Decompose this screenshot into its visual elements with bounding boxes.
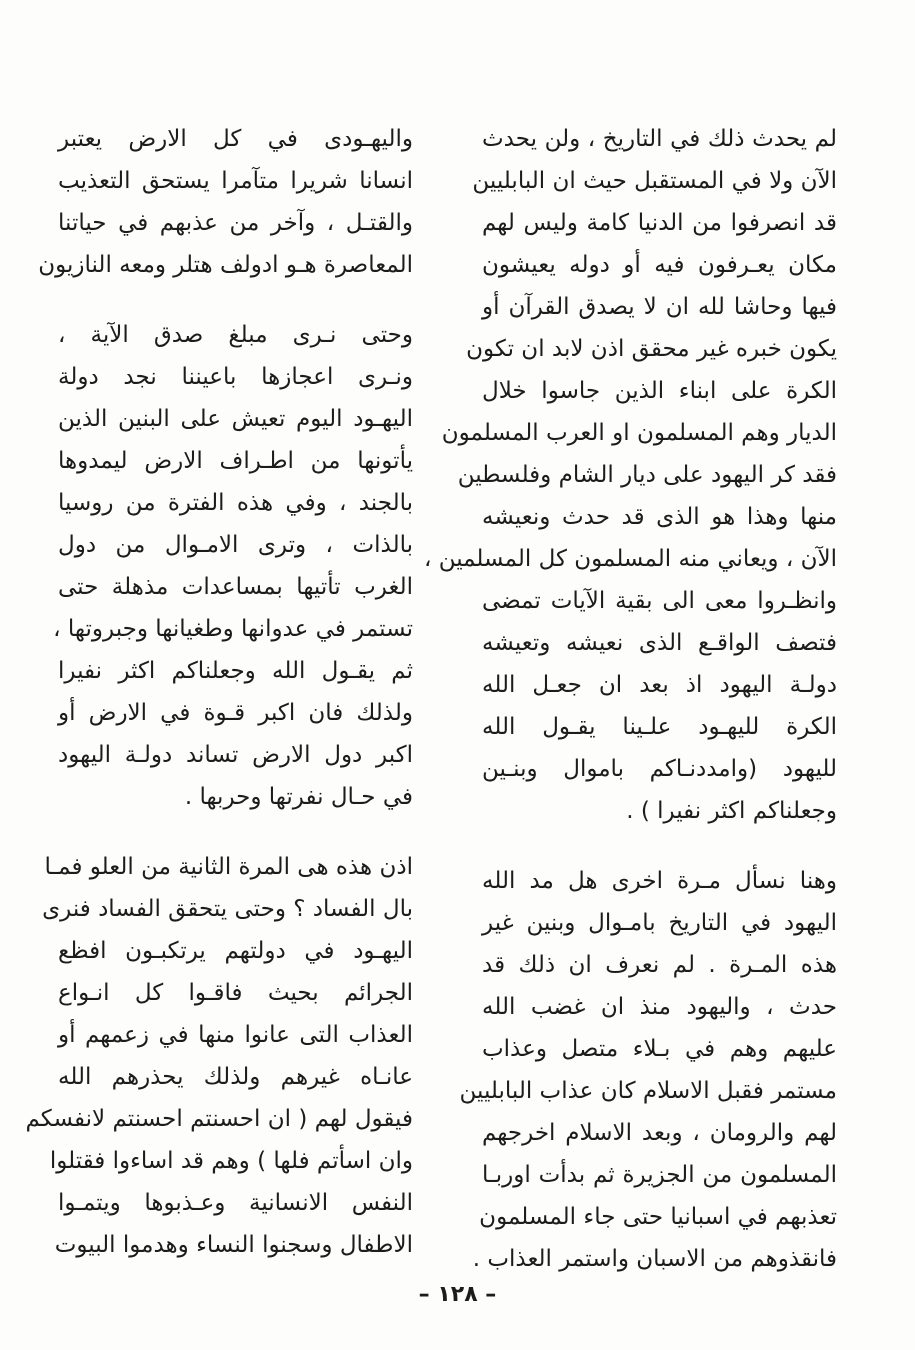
- text-line: قد انصرفوا من الدنيا كامة وليس لهم: [482, 210, 837, 236]
- text-line: الآن ولا في المستقبل حيث ان البابليين: [472, 168, 837, 194]
- paragraph-gap: [58, 286, 413, 314]
- text-line: بالجند ، وفي هذه الفترة من روسيا: [58, 490, 413, 516]
- text-line: الغرب تأتيها بمساعدات مذهلة حتى: [58, 574, 413, 600]
- text-line: واليهـودى في كل الارض يعتبر: [58, 126, 413, 152]
- text-line: تعذبهم في اسبانيا حتى جاء المسلمون: [479, 1204, 837, 1230]
- text-line: وجعلناكم اكثر نفيرا ) .: [626, 798, 837, 824]
- left-text-column: [25, 118, 413, 1266]
- paragraph-gap: [58, 818, 413, 846]
- text-line: المعاصرة هـو ادولف هتلر ومعه النازيون: [38, 252, 413, 278]
- text-line: لهم والرومان ، وبعد الاسلام اخرجهم: [482, 1120, 837, 1146]
- text-line: فقد كر اليهود على ديار الشام وفلسطين: [457, 462, 837, 488]
- text-line: الجرائم بحيث فاقـوا كل انـواع: [58, 980, 413, 1006]
- text-line: مستمر فقبل الاسلام كان عذاب البابليين: [459, 1078, 837, 1104]
- paragraph: [25, 846, 413, 1266]
- text-line: وانظـروا معى الى بقية الآيات تمضى: [482, 588, 837, 614]
- text-line: وهنا نسأل مـرة اخرى هل مد الله: [482, 868, 837, 894]
- text-line: الديار وهم المسلمون او العرب المسلمون: [441, 420, 837, 446]
- paragraph: [38, 118, 413, 286]
- text-line: بالذات ، وترى الامـوال من دول: [58, 532, 413, 558]
- text-line: بال الفساد ؟ وحتى يتحقق الفساد فنرى: [42, 896, 413, 922]
- text-line: فتصف الواقـع الذى نعيشه وتعيشه: [482, 630, 837, 656]
- text-line: فانقذوهم من الاسبان واستمر العذاب .: [472, 1246, 837, 1272]
- text-line: وحتى نـرى مبلغ صدق الآية ،: [58, 322, 413, 348]
- text-line: انسانا شريرا متآمرا يستحق التعذيب: [58, 168, 413, 194]
- text-line: منها وهذا هو الذى قد حدث ونعيشه: [482, 504, 837, 530]
- paragraph-gap: [482, 832, 837, 860]
- text-line: ولذلك فان اكبر قـوة في الارض أو: [58, 700, 413, 726]
- text-line: اليهود في التاريخ بامـوال وبنين غير: [482, 910, 837, 936]
- text-line: في حـال نفرتها وحربها .: [184, 784, 413, 810]
- text-line: الاطفال وسجنوا النساء وهدموا البيوت: [54, 1232, 413, 1258]
- text-line: والقتـل ، وآخر من عذبهم في حياتنا: [58, 210, 413, 236]
- text-line: المسلمون من الجزيرة ثم بدأت اوربـا: [482, 1162, 837, 1188]
- paragraph: [53, 314, 413, 818]
- text-line: وان اسأتم فلها ) وهم قد اساءوا فقتلوا: [49, 1148, 413, 1174]
- text-line: فيقول لهم ( ان احسنتم احسنتم لانفسكم: [25, 1106, 413, 1132]
- text-line: يكون خبره غير محقق اذن لابد ان تكون: [466, 336, 837, 362]
- paragraph: [423, 118, 837, 832]
- text-line: عانـاه غيرهم ولذلك يحذرهم الله: [58, 1064, 413, 1090]
- text-line: تستمر في عدوانها وطغيانها وجبروتها ،: [53, 616, 413, 642]
- page-number: – ١٢٨ –: [418, 1282, 497, 1307]
- text-line: العذاب التى عانوا منها في زعمهم أو: [58, 1022, 413, 1048]
- text-line: لليهود (وامددنـاكم باموال وبنـين: [482, 756, 837, 782]
- right-text-column: [423, 118, 837, 1280]
- text-line: دولـة اليهود اذ بعد ان جعـل الله: [482, 672, 837, 698]
- text-line: النفس الانسانية وعـذبوها ويتمـوا: [58, 1190, 413, 1216]
- paragraph: [459, 860, 837, 1280]
- text-line: اكبر دول الارض تساند دولـة اليهود: [58, 742, 413, 768]
- text-line: عليهم وهم في بـلاء متصل وعذاب: [482, 1036, 837, 1062]
- text-line: ونـرى اعجازها باعيننا نجد دولة: [58, 364, 413, 390]
- text-line: الآن ، ويعاني منه المسلمون كل المسلمين ،: [423, 546, 837, 572]
- text-line: الكرة على ابناء الذين جاسوا خلال: [482, 378, 837, 404]
- text-line: فيها وحاشا لله ان لا يصدق القرآن أو: [482, 294, 837, 320]
- text-line: اليهـود في دولتهم يرتكبـون افظع: [58, 938, 413, 964]
- text-line: اذن هذه هى المرة الثانية من العلو فمـا: [44, 854, 413, 880]
- text-line: ثم يقـول الله وجعلناكم اكثر نفيرا: [58, 658, 413, 684]
- text-line: اليهـود اليوم تعيش على البنين الذين: [58, 406, 413, 432]
- text-line: يأتونها من اطـراف الارض ليمدوها: [58, 448, 413, 474]
- text-line: لم يحدث ذلك في التاريخ ، ولن يحدث: [482, 126, 837, 152]
- text-line: حدث ، واليهود منذ ان غضب الله: [482, 994, 837, 1020]
- text-line: الكرة لليهـود علـينا يقـول الله: [482, 714, 837, 740]
- text-line: مكان يعـرفون فيه أو دوله يعيشون: [482, 252, 837, 278]
- text-line: هذه المـرة . لم نعرف ان ذلك قد: [482, 952, 837, 978]
